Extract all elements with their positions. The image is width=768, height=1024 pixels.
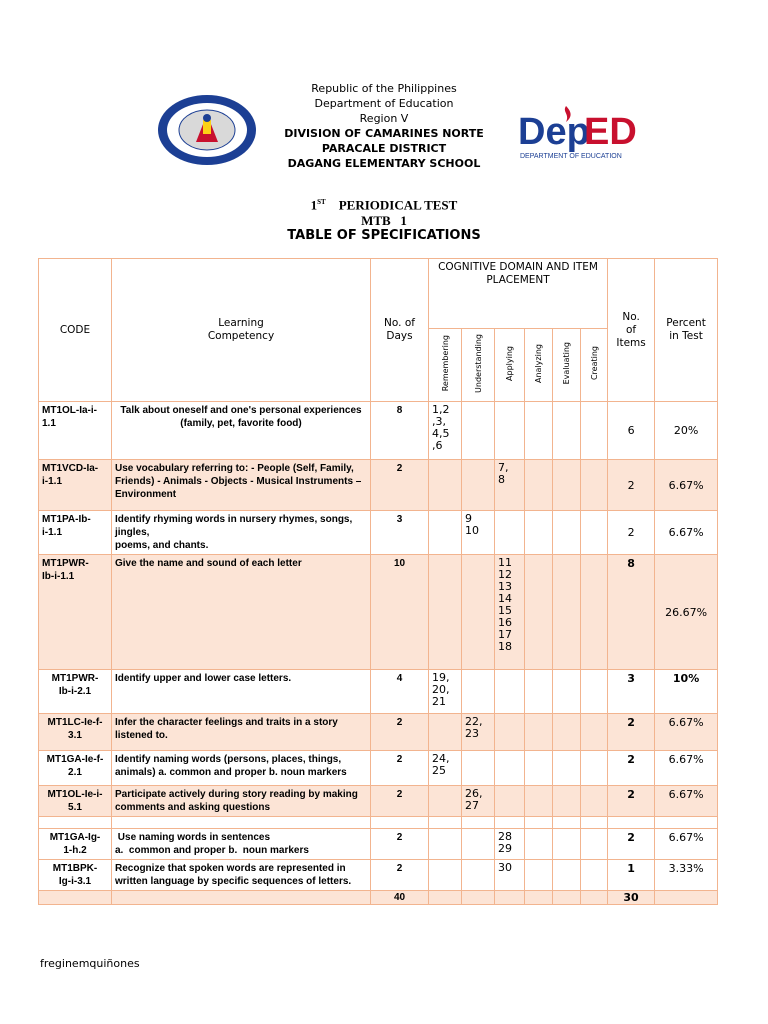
row-understanding <box>462 402 495 460</box>
row-competency: Use naming words in sentences a. common and proper b. noun markers <box>112 829 371 860</box>
author-footer: freginemquiñones <box>40 957 140 970</box>
row-applying <box>495 670 525 714</box>
row-remembering <box>429 460 462 511</box>
svg-text:DEPARTMENT OF EDUCATION: DEPARTMENT OF EDUCATION <box>520 153 622 160</box>
row-items: 8 <box>608 555 655 670</box>
row-competency: Talk about oneself and one's personal experiences (family, pet, favorite food) <box>112 402 371 460</box>
row-applying: 30 <box>495 860 525 891</box>
school-header <box>0 81 768 171</box>
row-competency: Use vocabulary referring to: - People (Self, Family, Friends) - Animals - Objects - Musical Instruments – Environment <box>112 460 371 511</box>
row-competency: Participate actively during story reading by making comments and asking questions <box>112 786 371 817</box>
row-competency: Identify rhyming words in nursery rhymes, songs, jingles, poems, and chants. <box>112 511 371 555</box>
table-row <box>39 751 718 786</box>
row-percent: 6.67% <box>655 714 718 751</box>
row-percent: 10% <box>655 670 718 714</box>
row-applying <box>495 786 525 817</box>
table-row <box>39 714 718 751</box>
row-items: 2 <box>608 751 655 786</box>
row-understanding: 26, 27 <box>462 786 495 817</box>
row-items: 1 <box>608 860 655 891</box>
header-line-republic: Republic of the Philippines <box>311 82 457 95</box>
header-line-division: DIVISION OF CAMARINES NORTE <box>284 127 484 140</box>
row-code: MT1BPK- Ig-i-3.1 <box>39 860 112 891</box>
row-understanding <box>462 670 495 714</box>
col-days-header: No. of Days <box>371 259 429 402</box>
row-percent: 20% <box>655 402 718 460</box>
row-understanding <box>462 751 495 786</box>
row-items: 6 <box>608 402 655 460</box>
row-understanding <box>462 555 495 670</box>
row-understanding: 9 10 <box>462 511 495 555</box>
row-remembering: 1,2 ,3, 4,5 ,6 <box>429 402 462 460</box>
row-understanding: 22, 23 <box>462 714 495 751</box>
row-days: 2 <box>371 829 429 860</box>
table-row <box>39 786 718 817</box>
row-applying: 7, 8 <box>495 460 525 511</box>
test-ordinal-suffix: ST <box>317 198 326 206</box>
row-items: 2 <box>608 714 655 751</box>
col-code-header: CODE <box>39 259 112 402</box>
test-title <box>0 194 768 229</box>
table-row <box>39 860 718 891</box>
deped-brand-logo <box>516 100 636 162</box>
row-remembering <box>429 829 462 860</box>
totals-row <box>39 891 718 905</box>
row-competency: Recognize that spoken words are represented in written language by specific sequences of letters. <box>112 860 371 891</box>
row-understanding <box>462 460 495 511</box>
table-row <box>39 402 718 460</box>
row-understanding <box>462 829 495 860</box>
row-applying <box>495 402 525 460</box>
row-percent: 6.67% <box>655 751 718 786</box>
table-row <box>39 829 718 860</box>
row-days: 3 <box>371 511 429 555</box>
row-code: MT1OL-Ie-i- 5.1 <box>39 786 112 817</box>
row-days: 8 <box>371 402 429 460</box>
row-percent: 6.67% <box>655 511 718 555</box>
row-days: 2 <box>371 751 429 786</box>
test-subject: MTB 1 <box>361 213 407 229</box>
col-domain-header: COGNITIVE DOMAIN AND ITEM PLACEMENT <box>429 259 608 329</box>
domain-creating: Creating <box>589 345 599 381</box>
svg-text:Dep: Dep <box>518 111 590 153</box>
table-row <box>39 670 718 714</box>
row-percent: 26.67% <box>655 555 718 670</box>
row-understanding <box>462 860 495 891</box>
table-row <box>39 511 718 555</box>
row-days: 2 <box>371 460 429 511</box>
table-row <box>39 555 718 670</box>
row-days: 2 <box>371 714 429 751</box>
domain-applying: Applying <box>505 345 514 381</box>
row-items: 2 <box>608 511 655 555</box>
row-code: MT1LC-Ie-f- 3.1 <box>39 714 112 751</box>
row-days: 10 <box>371 555 429 670</box>
row-percent: 6.67% <box>655 460 718 511</box>
row-code: MT1PA-Ib- i-1.1 <box>39 511 112 555</box>
col-competency-header: Learning Competency <box>112 259 371 402</box>
row-applying: 28 29 <box>495 829 525 860</box>
row-remembering: 19, 20, 21 <box>429 670 462 714</box>
col-percent-header: Percent in Test <box>655 259 718 402</box>
row-items: 2 <box>608 460 655 511</box>
spacer-row <box>39 817 718 829</box>
header-line-region: Region V <box>359 112 409 125</box>
row-code: MT1OL-Ia-i- 1.1 <box>39 402 112 460</box>
row-competency: Identify naming words (persons, places, things, animals) a. common and proper b. noun markers <box>112 751 371 786</box>
row-code: MT1GA-Ig- 1-h.2 <box>39 829 112 860</box>
row-competency: Give the name and sound of each letter <box>112 555 371 670</box>
row-code: MT1PWR- Ib-i-1.1 <box>39 555 112 670</box>
header-line-school: DAGANG ELEMENTARY SCHOOL <box>287 157 481 170</box>
header-line-district: PARACALE DISTRICT <box>321 142 447 155</box>
row-items: 3 <box>608 670 655 714</box>
specifications-table <box>38 258 718 905</box>
row-competency: Identify upper and lower case letters. <box>112 670 371 714</box>
domain-evaluating: Evaluating <box>562 341 571 385</box>
total-days: 40 <box>371 891 429 905</box>
col-items-header: No. of Items <box>608 259 655 402</box>
row-percent: 6.67% <box>655 786 718 817</box>
row-days: 2 <box>371 786 429 817</box>
row-applying <box>495 714 525 751</box>
row-items: 2 <box>608 829 655 860</box>
row-applying <box>495 511 525 555</box>
row-remembering <box>429 714 462 751</box>
domain-understanding: Understanding <box>473 333 483 393</box>
row-items: 2 <box>608 786 655 817</box>
row-competency: Infer the character feelings and traits in a story listened to. <box>112 714 371 751</box>
row-percent: 6.67% <box>655 829 718 860</box>
table-header-row <box>39 259 718 329</box>
row-days: 2 <box>371 860 429 891</box>
row-days: 4 <box>371 670 429 714</box>
row-remembering: 24, 25 <box>429 751 462 786</box>
tos-heading: TABLE OF SPECIFICATIONS <box>287 228 481 243</box>
domain-analyzing: Analyzing <box>534 343 543 383</box>
domain-remembering: Remembering <box>440 334 450 392</box>
row-remembering <box>429 860 462 891</box>
row-remembering <box>429 786 462 817</box>
table-row <box>39 460 718 511</box>
svg-text:ED: ED <box>584 111 636 153</box>
test-ordinal: 1 <box>310 197 318 213</box>
row-applying <box>495 751 525 786</box>
row-remembering <box>429 511 462 555</box>
row-code: MT1GA-Ie-f- 2.1 <box>39 751 112 786</box>
row-remembering <box>429 555 462 670</box>
row-code: MT1PWR- Ib-i-2.1 <box>39 670 112 714</box>
row-code: MT1VCD-Ia- i-1.1 <box>39 460 112 511</box>
row-percent: 3.33% <box>655 860 718 891</box>
deped-seal-logo <box>156 94 258 166</box>
row-applying: 11 12 13 14 15 16 17 18 <box>495 555 525 670</box>
header-line-department: Department of Education <box>314 97 454 110</box>
test-name: PERIODICAL TEST <box>338 197 458 213</box>
total-items: 30 <box>608 891 655 905</box>
